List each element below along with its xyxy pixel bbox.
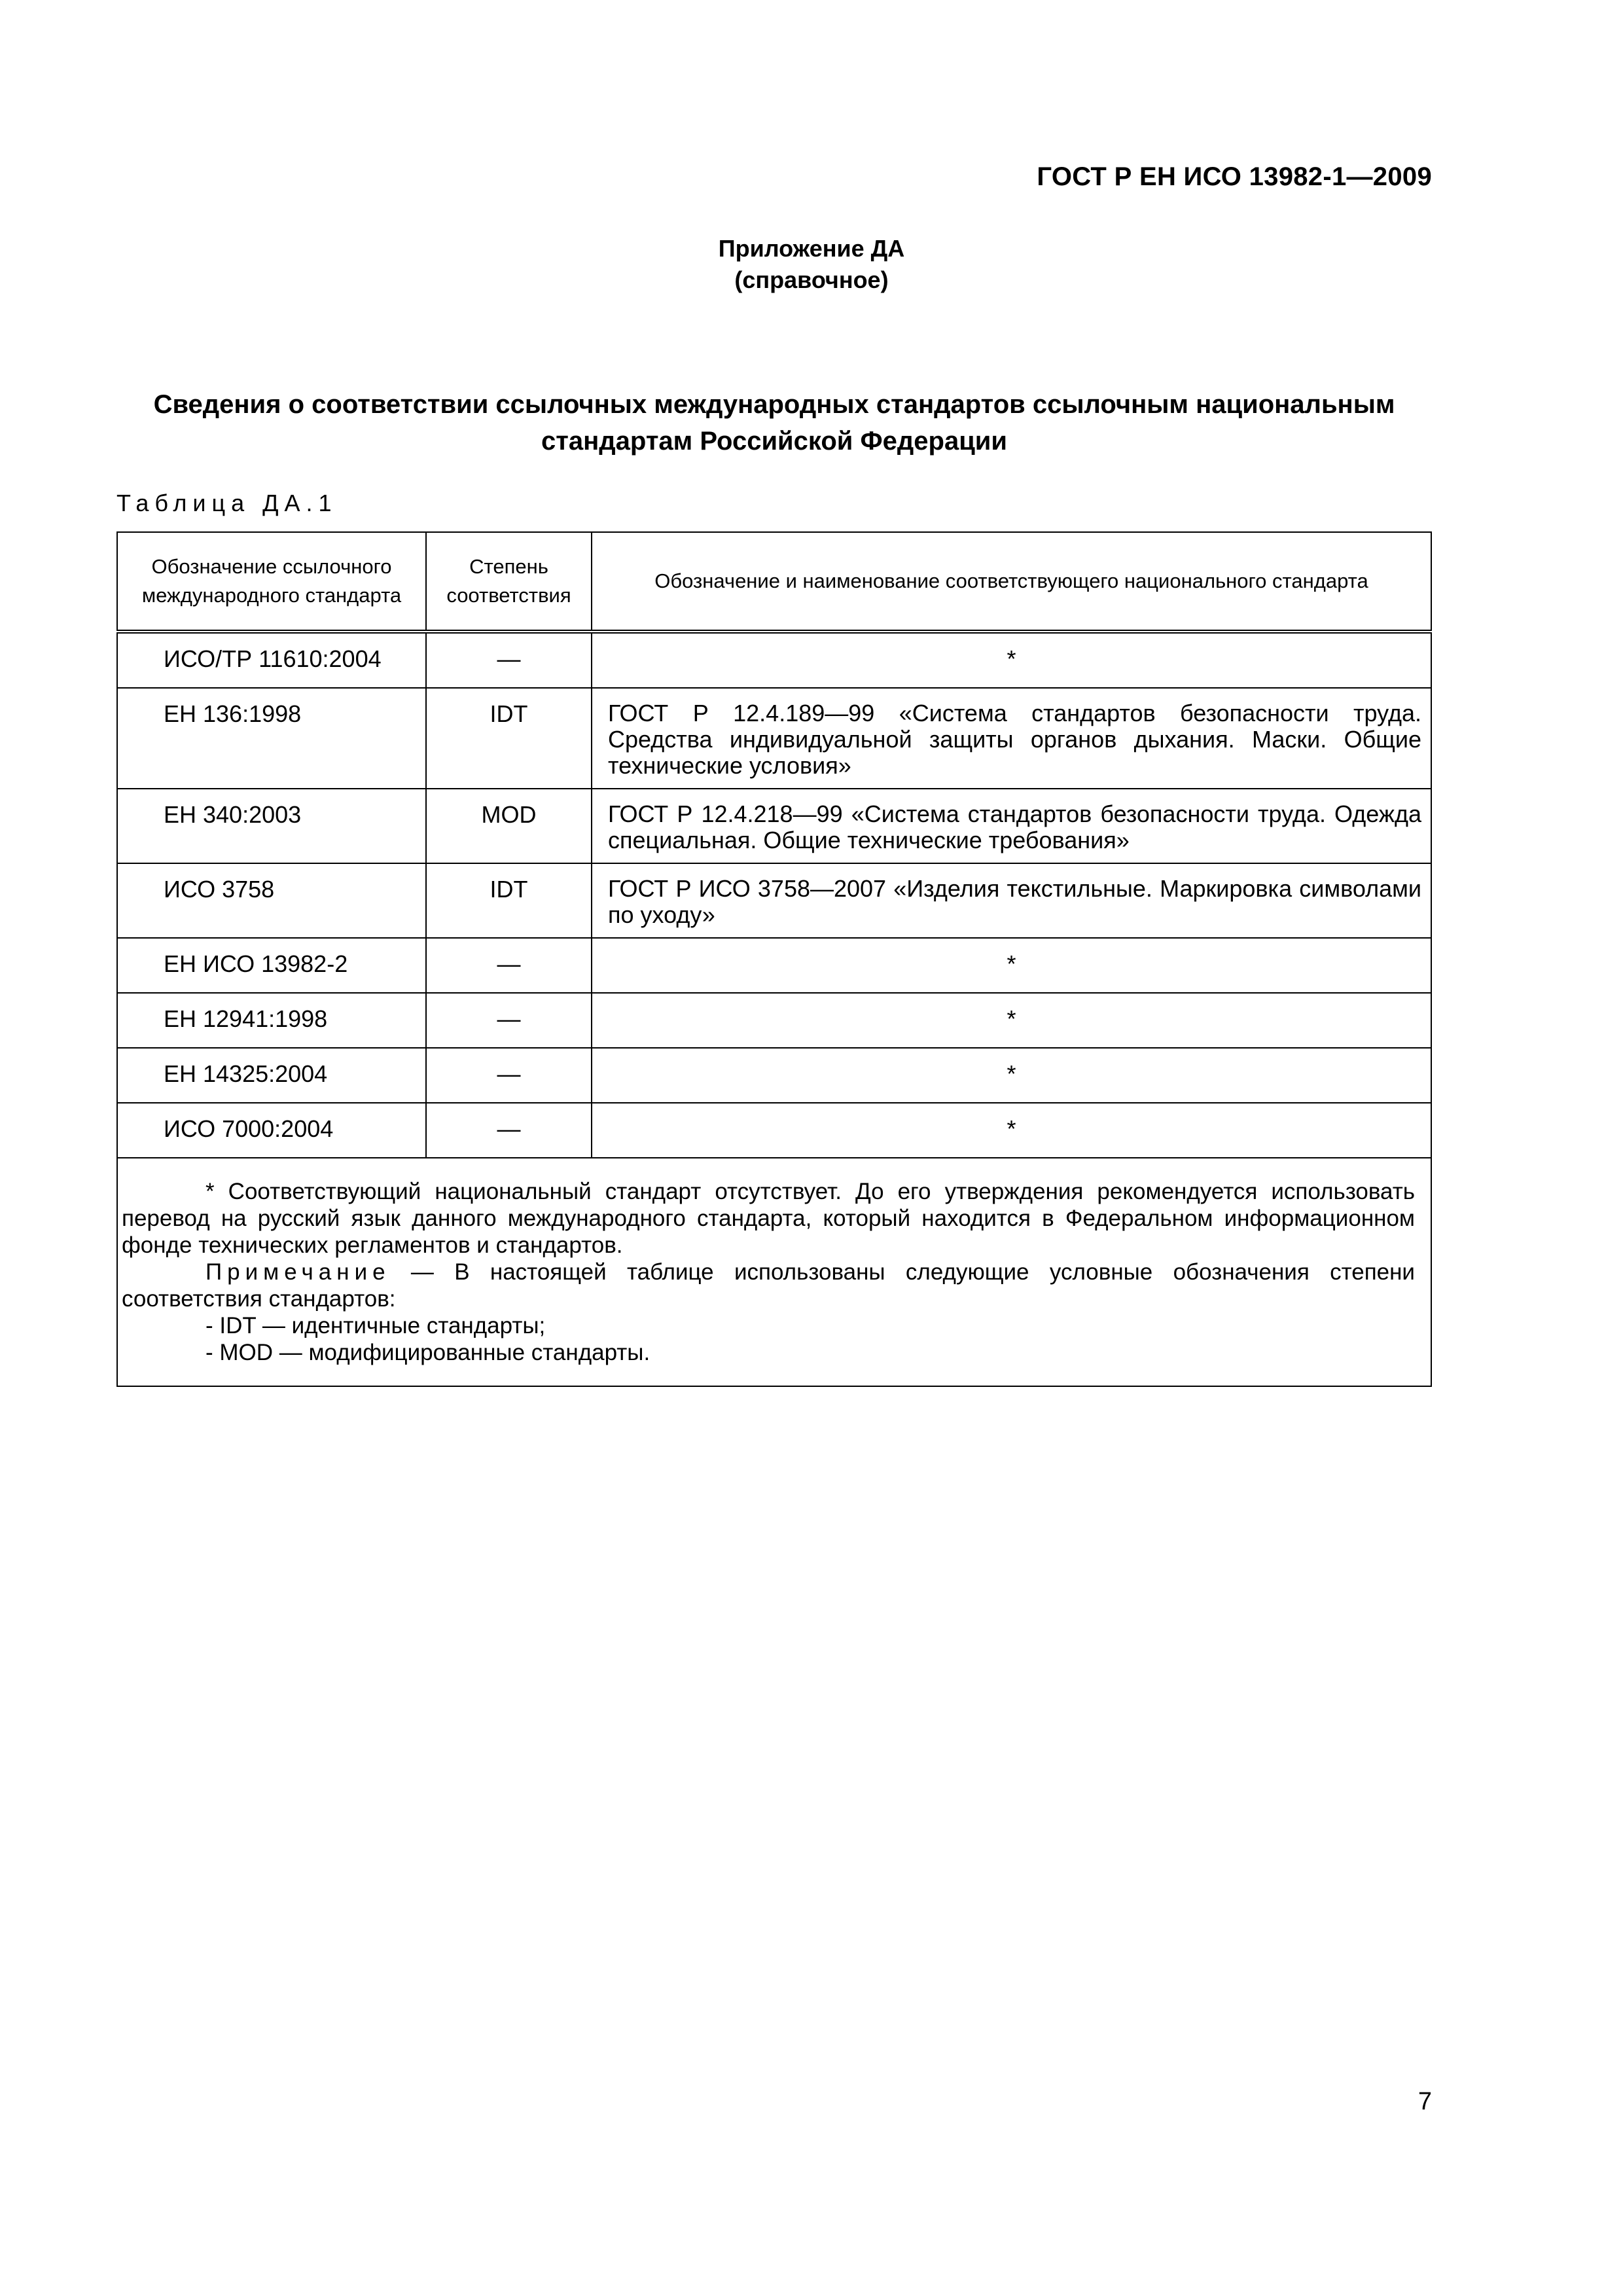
- table-header-row: [117, 532, 1431, 632]
- document-code: ГОСТ Р ЕН ИСО 13982-1—2009: [1037, 162, 1432, 191]
- cell-degree: —: [426, 993, 592, 1048]
- cell-international-code: ИСО/ТР 11610:2004: [117, 632, 426, 688]
- cell-international-code: ЕН 14325:2004: [117, 1048, 426, 1103]
- annex-subtitle: (справочное): [734, 266, 889, 293]
- footnote-text: * Соответствующий национальный стандарт отсутствует. До его утверждения рекомендуется использовать перевод на русский язык данного международного стандарта, который находится в Федеральном информационном фонде технических регламентов и стандартов.: [122, 1179, 1415, 1258]
- section-title-line-1: Сведения о соответствии ссылочных международных стандартов ссылочным национальным: [153, 390, 1395, 419]
- annex-title: Приложение ДА: [718, 235, 905, 262]
- table-footnote-cell: [117, 1158, 1431, 1386]
- cell-national-standard: ГОСТ Р 12.4.218—99 «Система стандартов безопасности труда. Одежда специальная. Общие технические требования»: [592, 789, 1431, 863]
- cell-national-standard: *: [592, 1103, 1431, 1158]
- section-title-line-2: стандартам Российской Федерации: [541, 427, 1007, 456]
- section-title: [116, 386, 1432, 459]
- cell-degree: —: [426, 1103, 592, 1158]
- cell-international-code: ИСО 3758: [117, 863, 426, 938]
- table-row: [117, 632, 1431, 688]
- cell-degree: IDT: [426, 688, 592, 789]
- note-item-mod: - MOD — модифицированные стандарты.: [205, 1340, 651, 1365]
- table-row: [117, 993, 1431, 1048]
- cell-international-code: ИСО 7000:2004: [117, 1103, 426, 1158]
- header-col1-line-1: Обозначение ссылочного: [151, 555, 392, 578]
- header-degree: [426, 532, 592, 632]
- cell-national-standard: *: [592, 993, 1431, 1048]
- header-international-standard: [117, 532, 426, 632]
- cell-international-code: ЕН ИСО 13982-2: [117, 938, 426, 993]
- note-item-idt: - IDT — идентичные стандарты;: [205, 1313, 546, 1338]
- table-row: [117, 863, 1431, 938]
- cell-degree: MOD: [426, 789, 592, 863]
- annex-heading: [0, 233, 1623, 296]
- cell-degree: —: [426, 1048, 592, 1103]
- header-national-standard: Обозначение и наименование соответствующего национального стандарта: [592, 532, 1431, 632]
- table-row: [117, 789, 1431, 863]
- correspondence-table: [116, 531, 1432, 1387]
- table-footer-row: [117, 1158, 1431, 1386]
- cell-national-standard: *: [592, 938, 1431, 993]
- cell-degree: —: [426, 938, 592, 993]
- note-paragraph: [122, 1259, 1415, 1312]
- table-caption: Таблица ДА.1: [116, 490, 338, 516]
- header-col2-line-2: соответствия: [446, 584, 571, 607]
- note-label: Примечание: [205, 1259, 391, 1285]
- header-col1-line-2: международного стандарта: [141, 584, 402, 607]
- table-row: [117, 688, 1431, 789]
- cell-degree: —: [426, 632, 592, 688]
- cell-international-code: ЕН 340:2003: [117, 789, 426, 863]
- cell-national-standard: *: [592, 1048, 1431, 1103]
- cell-international-code: ЕН 136:1998: [117, 688, 426, 789]
- cell-degree: IDT: [426, 863, 592, 938]
- note-text: — В настоящей таблице использованы следующие условные обозначения степени соответствия стандартов:: [122, 1259, 1415, 1312]
- page-number: 7: [1418, 2088, 1432, 2115]
- cell-national-standard: ГОСТ Р ИСО 3758—2007 «Изделия текстильные. Маркировка символами по уходу»: [592, 863, 1431, 938]
- table-row: [117, 938, 1431, 993]
- cell-international-code: ЕН 12941:1998: [117, 993, 426, 1048]
- table-row: [117, 1103, 1431, 1158]
- cell-national-standard: *: [592, 632, 1431, 688]
- header-col2-line-1: Степень: [469, 555, 548, 578]
- cell-national-standard: ГОСТ Р 12.4.189—99 «Система стандартов безопасности труда. Средства индивидуальной защиты органов дыхания. Маски. Общие технические условия»: [592, 688, 1431, 789]
- table-row: [117, 1048, 1431, 1103]
